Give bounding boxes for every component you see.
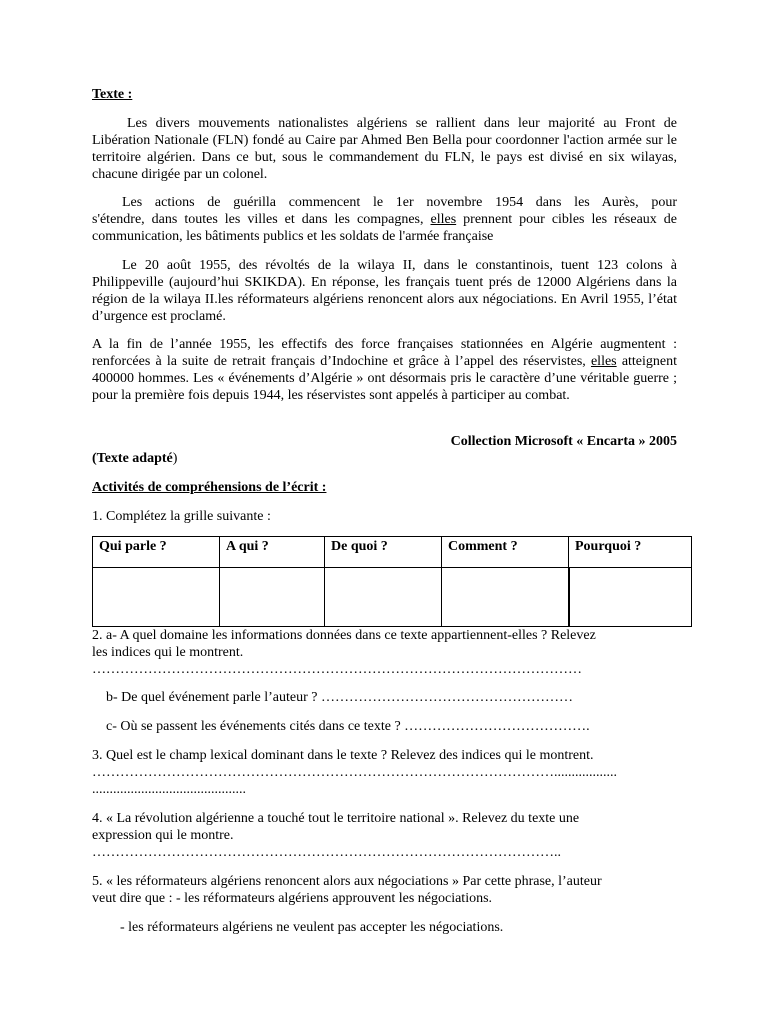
paragraph-1: Libération Nationale (FLN) fondé au Caire par Ahmed Ben Bella pour coordonner l'action armée sur le territoire algérien. Dans ce but, sous le commandement du FLN, le pays est divisé en six wilayas, chacune dirigée par un colonel.	[92, 133, 677, 182]
question-3: 3. Quel est le champ lexical dominant dans le texte ? Relevez des indices qui le montrent.	[92, 748, 594, 763]
grid-header-comment: Comment ?	[442, 537, 569, 568]
paragraph-2-text-b: prennent pour cibles les réseaux de communication, les bâtiments publics et les soldats de l'armée française	[92, 212, 678, 244]
paragraph-4-text-a: A la fin de l’année 1955, les effectifs des force françaises stationnées en Algérie augmentent : renforcées à la suite de retrait français d’Indochine et grâce à l’appel des réservistes,	[92, 337, 677, 369]
question-4-line-2: expression qui le montre.	[92, 828, 234, 843]
grid-cell-empty[interactable]	[325, 568, 442, 627]
grid-header-de-quoi: De quoi ?	[325, 537, 442, 568]
paragraph-1-first-line: Les divers mouvements nationalistes algériens se rallient dans leur majorité au Front de	[127, 116, 677, 131]
answer-line-2a: ……………………………………………………………………………………………	[92, 662, 582, 677]
adapted-note	[92, 450, 177, 467]
grid-cell-empty[interactable]	[93, 568, 220, 627]
question-5-line-1: 5. « les réformateurs algériens renoncent alors aux négociations » Par cette phrase, l’auteur	[92, 874, 602, 889]
answer-line-3b: ............................................	[92, 782, 246, 797]
grid-header-qui-parle: Qui parle ?	[93, 537, 220, 568]
grid-header-row	[93, 537, 692, 568]
grid-cell-empty[interactable]	[220, 568, 325, 627]
paragraph-2-first-line: Les actions de guérilla commencent le 1er novembre 1954 dans les Aurès, pour	[122, 195, 677, 210]
underlined-word-elles-2: elles	[590, 354, 617, 369]
adapted-note-bold: (Texte adapté	[92, 451, 173, 466]
question-2a-line-2: les indices qui le montrent.	[92, 645, 244, 660]
paragraph-2	[92, 211, 677, 245]
underlined-word-elles: elles	[430, 212, 457, 227]
text-title: Texte :	[92, 87, 133, 102]
answer-line-3a: ………………………………………………………………………………………..................	[92, 765, 617, 780]
paragraph-3-first-line: Le 20 août 1955, des révoltés de la wilaya II, dans le constantinois, tuent 123 colons à	[122, 258, 677, 273]
question-1: 1. Complétez la grille suivante :	[92, 509, 271, 524]
paragraph-4	[92, 336, 677, 404]
paragraph-3: Philippeville (aujourd’hui SKIKDA). En réponse, les français tuent prés de 12000 Algériens dans la région de la wilaya II.les réformateurs algériens renoncent alors aux négociations. En Avril 1955, l’état d’urgence est proclamé.	[92, 275, 677, 324]
question-2b: b- De quel événement parle l’auteur ? ………………………………………………	[106, 690, 573, 705]
adapted-note-paren: )	[172, 451, 178, 466]
grid-header-pourquoi: Pourquoi ?	[569, 537, 692, 568]
question-4-line-1: 4. « La révolution algérienne a touché tout le territoire national ». Relevez du texte une	[92, 811, 580, 826]
paragraph-2-text-a: s'étendre, dans toutes les villes et dans les compagnes,	[92, 212, 424, 227]
grid-header-a-qui: A qui ?	[220, 537, 325, 568]
question-2a-line-1: 2. a- A quel domaine les informations données dans ce texte appartiennent-elles ? Relevez	[92, 628, 596, 643]
question-2c: c- Où se passent les événements cités dans ce texte ? ………………………………….	[106, 719, 590, 734]
source-citation: Collection Microsoft « Encarta » 2005	[450, 434, 677, 449]
answer-line-4: ………………………………………………………………………………………..	[92, 845, 561, 860]
question-5-option-1: veut dire que : - les réformateurs algériens approuvent les négociations.	[92, 891, 493, 906]
activities-title: Activités de compréhensions de l’écrit :	[92, 480, 327, 495]
grid-answer-row	[93, 568, 692, 627]
grid-cell-empty[interactable]	[442, 568, 569, 627]
paragraph-4-text-b: atteignent 400000 hommes. Les « événements d’Algérie » ont désormais pris le caractère d’une véritable guerre ; pour la première fois depuis 1944, les réservistes sont appelés à participer au combat.	[92, 354, 678, 403]
grid-cell-empty[interactable]	[569, 568, 692, 627]
comprehension-grid	[92, 536, 692, 627]
question-5-option-2: - les réformateurs algériens ne veulent pas accepter les négociations.	[120, 920, 504, 935]
